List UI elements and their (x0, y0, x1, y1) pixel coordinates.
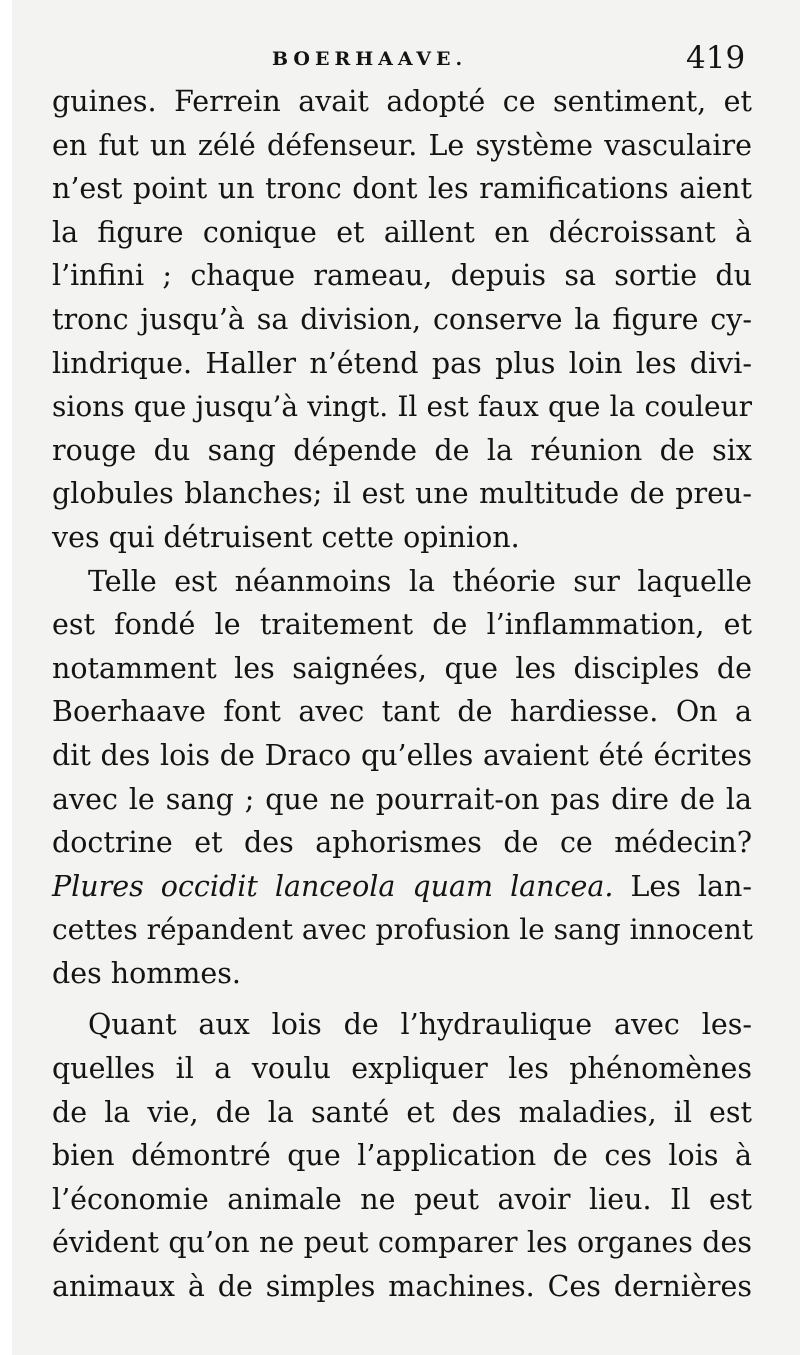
text-line: l’économie animale ne peut avoir lieu. Il est (52, 1182, 752, 1216)
text-line: lindrique. Haller n’étend pas plus loin les divi- (52, 346, 752, 380)
page-number: 419 (686, 40, 746, 76)
paragraph (52, 560, 752, 996)
page-edge (0, 0, 12, 1355)
text-line: de la vie, de la santé et des maladies, il est (52, 1095, 752, 1129)
text-line: dit des lois de Draco qu’elles avaient été écrites (52, 738, 752, 772)
latin-quote: Plures occidit lanceola quam lancea. (52, 869, 614, 903)
text-line: est fondé le traitement de l’inflammation, et (52, 608, 752, 642)
text-line: l’infini ; chaque rameau, depuis sa sortie du (52, 259, 752, 293)
text-line: doctrine et des aphorismes de ce médecin? (52, 826, 752, 860)
text-line: sions que jusqu’à vingt. Il est faux que la couleur (52, 390, 752, 424)
text-line: notamment les saignées, que les disciples de (52, 651, 752, 685)
text-line (52, 865, 752, 909)
text-line: Boerhaave font avec tant de hardiesse. On a (52, 695, 752, 729)
text-line: bien démontré que l’application de ces lois à (52, 1139, 752, 1173)
page-header (0, 40, 800, 80)
text-line: n’est point un tronc dont les ramifications aient (52, 172, 752, 206)
paragraph (52, 1003, 752, 1308)
text-line: tronc jusqu’à sa division, conserve la figure cy- (52, 302, 752, 336)
text-line: Quant aux lois de l’hydraulique avec les- (88, 1008, 752, 1042)
text-line: quelles il a voulu expliquer les phénomènes (52, 1052, 752, 1086)
paragraph (52, 80, 752, 560)
text-line: des hommes. (52, 956, 241, 990)
text-line: guines. Ferrein avait adopté ce sentiment, et (52, 85, 752, 118)
text-line: en fut un zélé défenseur. Le système vasculaire (52, 128, 752, 162)
text-line: ves qui détruisent cette opinion. (52, 520, 520, 554)
text-line: la figure conique et aillent en décroissant à (52, 215, 752, 249)
paragraph-spacer (52, 995, 752, 1003)
text-fragment: Les lan- (630, 869, 752, 903)
text-line: rouge du sang dépende de la réunion de six (52, 433, 752, 467)
text-line: évident qu’on ne peut comparer les organes des (52, 1226, 752, 1260)
text-line: avec le sang ; que ne pourrait-on pas dire de la (52, 782, 752, 816)
text-line: animaux à de simples machines. Ces dernières (52, 1270, 752, 1304)
text-line: Telle est néanmoins la théorie sur laquelle (88, 564, 752, 598)
text-line: globules blanches; il est une multitude de preu- (52, 477, 752, 511)
running-head: BOERHAAVE. (272, 48, 468, 70)
text-line: cettes répandent avec profusion le sang innocent (52, 913, 753, 947)
body-text (52, 80, 752, 1309)
